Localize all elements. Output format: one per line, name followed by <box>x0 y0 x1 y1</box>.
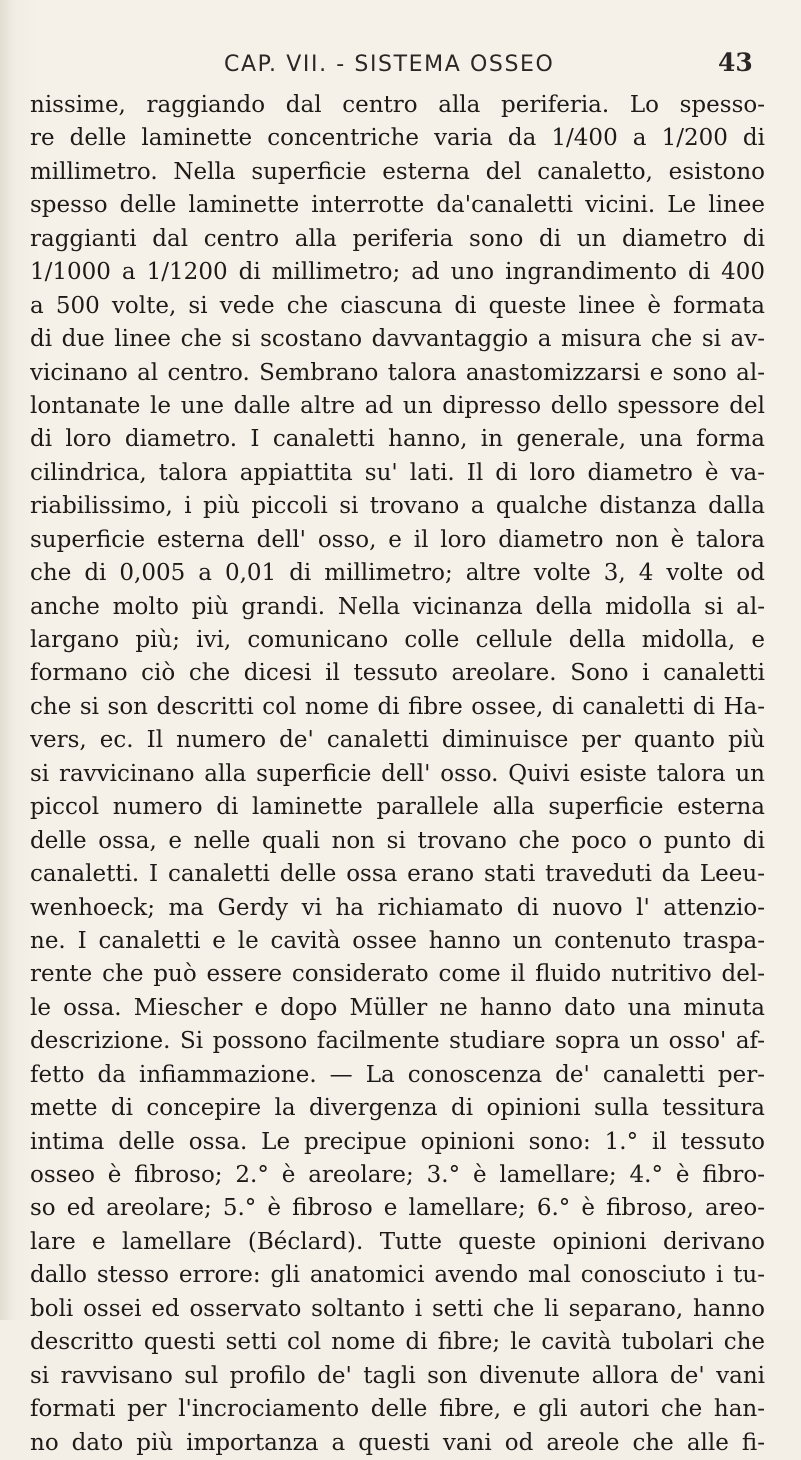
text-line: intima delle ossa. Le precipue opinioni sono: 1.° il tessuto <box>30 1128 765 1155</box>
text-line: vicinano al centro. Sembrano talora anastomizzarsi e sono al- <box>30 359 765 386</box>
text-line: di loro diametro. I canaletti hanno, in generale, una forma <box>30 426 765 453</box>
text-line: superficie esterna dell' osso, e il loro diametro non è talora <box>30 526 765 553</box>
text-line: raggianti dal centro alla periferia sono di un diametro di <box>30 225 765 252</box>
text-line: formati per l'incrociamento delle fibre, e gli autori che han- <box>30 1396 765 1423</box>
text-line: si ravvisano sul profilo de' tagli son divenute allora de' vani <box>30 1362 765 1389</box>
text-line: formano ciò che dicesi il tessuto areolare. Sono i canaletti <box>30 660 765 687</box>
text-line: fetto da infiammazione. — La conoscenza de' canaletti per- <box>30 1061 765 1088</box>
text-line: le ossa. Miescher e dopo Müller ne hanno dato una minuta <box>30 994 765 1021</box>
text-line: osseo è fibroso; 2.° è areolare; 3.° è lamellare; 4.° è fibro- <box>30 1162 765 1188</box>
page-header <box>0 48 801 88</box>
text-line: si ravvicinano alla superficie dell' osso. Quivi esiste talora un <box>30 760 765 787</box>
running-head: CAP. VII. - SISTEMA OSSEO <box>224 52 555 77</box>
text-line: vers, ec. Il numero de' canaletti diminuisce per quanto più <box>30 727 765 754</box>
text-line: so ed areolare; 5.° è fibroso e lamellare; 6.° è fibroso, areo- <box>30 1195 765 1222</box>
text-line: largano più; ivi, comunicano colle cellule della midolla, e <box>30 627 765 653</box>
page-number: 43 <box>718 48 753 77</box>
text-line: descritto questi setti col nome di fibre; le cavità tubolari che <box>30 1329 765 1356</box>
text-line: millimetro. Nella superficie esterna del canaletto, esistono <box>30 158 765 185</box>
text-line: wenhoeck; ma Gerdy vi ha richiamato di nuovo l' attenzio- <box>30 894 765 921</box>
text-line: descrizione. Si possono facilmente studiare sopra un osso' af- <box>30 1028 765 1055</box>
text-line: re delle laminette concentriche varia da 1/400 a 1/200 di <box>30 125 765 152</box>
text-line: spesso delle laminette interrotte da'canaletti vicini. Le linee <box>30 192 765 219</box>
text-line: canaletti. I canaletti delle ossa erano stati traveduti da Leeu- <box>30 861 765 888</box>
text-line: delle ossa, e nelle quali non si trovano che poco o punto di <box>30 827 765 854</box>
body-text <box>30 89 765 1460</box>
text-line: anche molto più grandi. Nella vicinanza della midolla si al- <box>30 593 765 620</box>
text-line: cilindrica, talora appiattita su' lati. Il di loro diametro è va- <box>30 459 765 486</box>
text-line: no dato più importanza a questi vani od areole che alle fi- <box>30 1429 765 1456</box>
text-line: rente che può essere considerato come il fluido nutritivo del- <box>30 961 765 988</box>
text-line: che si son descritti col nome di fibre ossee, di canaletti di Ha- <box>30 693 765 720</box>
text-line: lare e lamellare (Béclard). Tutte queste opinioni derivano <box>30 1228 765 1255</box>
text-line: che di 0,005 a 0,01 di millimetro; altre volte 3, 4 volte od <box>30 560 765 587</box>
text-line: mette di concepire la divergenza di opinioni sulla tessitura <box>30 1095 765 1122</box>
text-line: lontanate le une dalle altre ad un dipresso dello spessore del <box>30 392 765 419</box>
text-line: ne. I canaletti e le cavità ossee hanno un contenuto traspa- <box>30 927 765 954</box>
text-line: nissime, raggiando dal centro alla periferia. Lo spesso- <box>30 92 765 118</box>
page-gutter-shadow <box>0 0 18 1320</box>
text-line: boli ossei ed osservato soltanto i setti che li separano, hanno <box>30 1295 765 1322</box>
text-line: 1/1000 a 1/1200 di millimetro; ad uno ingrandimento di 400 <box>30 259 765 286</box>
text-line: dallo stesso errore: gli anatomici avendo mal conosciuto i tu- <box>30 1262 765 1289</box>
text-line: riabilissimo, i più piccoli si trovano a qualche distanza dalla <box>30 493 765 520</box>
text-line: a 500 volte, si vede che ciascuna di queste linee è formata <box>30 292 765 319</box>
text-line: piccol numero di laminette parallele alla superficie esterna <box>30 794 765 821</box>
text-line: di due linee che si scostano davvantaggio a misura che si av- <box>30 326 765 353</box>
